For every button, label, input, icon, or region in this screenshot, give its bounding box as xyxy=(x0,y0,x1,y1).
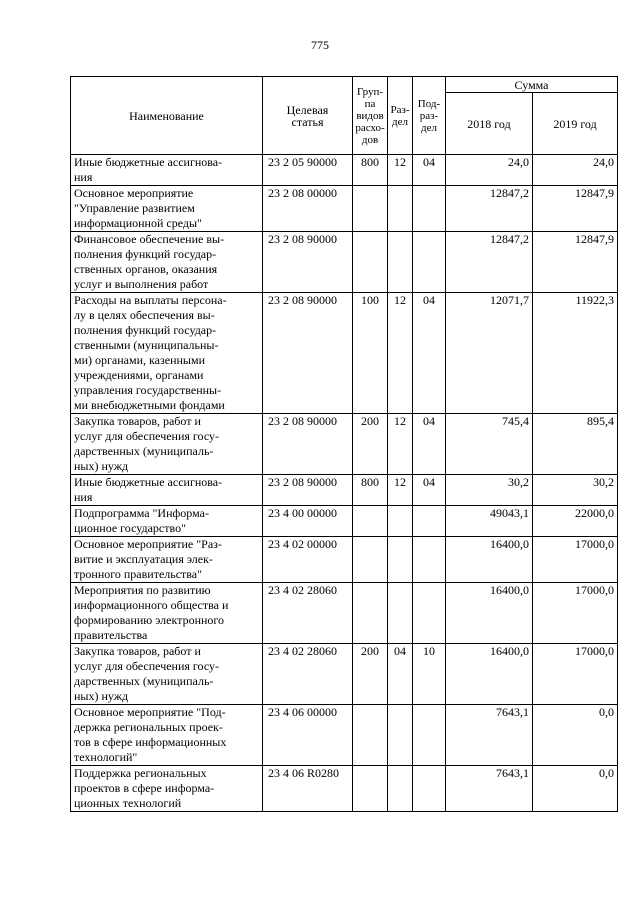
row-name: Закупка товаров, работ и услуг для обеспечения госу- дарственных (муниципаль- ных) нужд xyxy=(71,414,263,475)
row-sum-2019: 895,4 xyxy=(533,414,618,475)
row-section xyxy=(388,537,413,583)
header-name: Наименование xyxy=(71,77,263,155)
row-group xyxy=(353,583,388,644)
table-row xyxy=(71,293,618,414)
table-row xyxy=(71,766,618,812)
row-subsection xyxy=(413,232,446,293)
row-sum-2018: 12071,7 xyxy=(446,293,533,414)
row-code: 23 2 05 90000 xyxy=(263,155,353,186)
row-code: 23 4 06 R0280 xyxy=(263,766,353,812)
row-sum-2019: 17000,0 xyxy=(533,644,618,705)
row-group: 800 xyxy=(353,475,388,506)
row-code: 23 2 08 90000 xyxy=(263,475,353,506)
row-section xyxy=(388,506,413,537)
row-section xyxy=(388,766,413,812)
row-sum-2018: 16400,0 xyxy=(446,583,533,644)
row-name: Основное мероприятие "Под- держка региональных проек- тов в сфере информационных технологий" xyxy=(71,705,263,766)
row-sum-2019: 17000,0 xyxy=(533,583,618,644)
row-subsection xyxy=(413,705,446,766)
row-sum-2019: 24,0 xyxy=(533,155,618,186)
row-group: 100 xyxy=(353,293,388,414)
row-subsection: 10 xyxy=(413,644,446,705)
row-group: 800 xyxy=(353,155,388,186)
table-row xyxy=(71,155,618,186)
row-subsection: 04 xyxy=(413,155,446,186)
row-sum-2018: 12847,2 xyxy=(446,186,533,232)
row-code: 23 2 08 00000 xyxy=(263,186,353,232)
row-name: Основное мероприятие "Раз- витие и эксплуатация элек- тронного правительства" xyxy=(71,537,263,583)
row-sum-2019: 22000,0 xyxy=(533,506,618,537)
table-row xyxy=(71,186,618,232)
row-code: 23 4 06 00000 xyxy=(263,705,353,766)
table-body xyxy=(71,155,618,812)
row-sum-2019: 12847,9 xyxy=(533,232,618,293)
table-row xyxy=(71,475,618,506)
row-subsection xyxy=(413,537,446,583)
row-sum-2018: 745,4 xyxy=(446,414,533,475)
row-name: Закупка товаров, работ и услуг для обеспечения госу- дарственных (муниципаль- ных) нужд xyxy=(71,644,263,705)
row-sum-2018: 16400,0 xyxy=(446,537,533,583)
row-group xyxy=(353,537,388,583)
row-sum-2018: 16400,0 xyxy=(446,644,533,705)
row-code: 23 4 00 00000 xyxy=(263,506,353,537)
row-code: 23 4 02 28060 xyxy=(263,644,353,705)
row-name: Основное мероприятие "Управление развитием информационной среды" xyxy=(71,186,263,232)
row-name: Подпрограмма "Информа- ционное государство" xyxy=(71,506,263,537)
row-sum-2019: 12847,9 xyxy=(533,186,618,232)
row-sum-2019: 0,0 xyxy=(533,705,618,766)
row-sum-2019: 17000,0 xyxy=(533,537,618,583)
row-sum-2018: 7643,1 xyxy=(446,705,533,766)
header-expense-group: Груп- па видов расхо- дов xyxy=(353,77,388,155)
row-sum-2019: 11922,3 xyxy=(533,293,618,414)
table-row xyxy=(71,705,618,766)
row-section: 12 xyxy=(388,414,413,475)
row-section xyxy=(388,583,413,644)
row-sum-2018: 49043,1 xyxy=(446,506,533,537)
row-section: 04 xyxy=(388,644,413,705)
row-name: Расходы на выплаты персона- лу в целях обеспечения вы- полнения функций государ- ственными (муниципальны- ми) органами, казенными учреждениями, органами управления государственны- ми внебюджетными фондами xyxy=(71,293,263,414)
header-section: Раз- дел xyxy=(388,77,413,155)
row-group: 200 xyxy=(353,414,388,475)
header-target-article: Целевая статья xyxy=(263,77,353,155)
row-group xyxy=(353,506,388,537)
budget-table xyxy=(70,76,618,812)
table-row xyxy=(71,506,618,537)
header-sum: Сумма xyxy=(446,77,618,93)
row-sum-2018: 12847,2 xyxy=(446,232,533,293)
table-row xyxy=(71,232,618,293)
row-section xyxy=(388,705,413,766)
row-sum-2018: 7643,1 xyxy=(446,766,533,812)
row-sum-2019: 0,0 xyxy=(533,766,618,812)
row-subsection xyxy=(413,583,446,644)
row-group xyxy=(353,705,388,766)
row-section xyxy=(388,186,413,232)
row-group xyxy=(353,766,388,812)
row-subsection: 04 xyxy=(413,293,446,414)
header-year-2018: 2018 год xyxy=(446,93,533,155)
row-subsection xyxy=(413,766,446,812)
table-row xyxy=(71,583,618,644)
row-name: Иные бюджетные ассигнова- ния xyxy=(71,475,263,506)
page-number: 775 xyxy=(311,38,329,52)
row-name: Поддержка региональных проектов в сфере информа- ционных технологий xyxy=(71,766,263,812)
row-section xyxy=(388,232,413,293)
row-sum-2019: 30,2 xyxy=(533,475,618,506)
row-group: 200 xyxy=(353,644,388,705)
row-code: 23 2 08 90000 xyxy=(263,414,353,475)
row-group xyxy=(353,232,388,293)
row-code: 23 4 02 00000 xyxy=(263,537,353,583)
row-subsection: 04 xyxy=(413,414,446,475)
table-row xyxy=(71,644,618,705)
header-year-2019: 2019 год xyxy=(533,93,618,155)
row-group xyxy=(353,186,388,232)
row-code: 23 4 02 28060 xyxy=(263,583,353,644)
row-section: 12 xyxy=(388,293,413,414)
row-subsection: 04 xyxy=(413,475,446,506)
row-sum-2018: 30,2 xyxy=(446,475,533,506)
row-subsection xyxy=(413,506,446,537)
row-name: Финансовое обеспечение вы- полнения функций государ- ственных органов, оказания услуг и выполнения работ xyxy=(71,232,263,293)
table-row xyxy=(71,537,618,583)
row-name: Иные бюджетные ассигнова- ния xyxy=(71,155,263,186)
row-code: 23 2 08 90000 xyxy=(263,293,353,414)
row-code: 23 2 08 90000 xyxy=(263,232,353,293)
row-section: 12 xyxy=(388,155,413,186)
row-sum-2018: 24,0 xyxy=(446,155,533,186)
table-header xyxy=(71,77,618,155)
header-subsection: Под- раз- дел xyxy=(413,77,446,155)
row-subsection xyxy=(413,186,446,232)
row-name: Мероприятия по развитию информационного общества и формированию электронного правительства xyxy=(71,583,263,644)
table-row xyxy=(71,414,618,475)
row-section: 12 xyxy=(388,475,413,506)
